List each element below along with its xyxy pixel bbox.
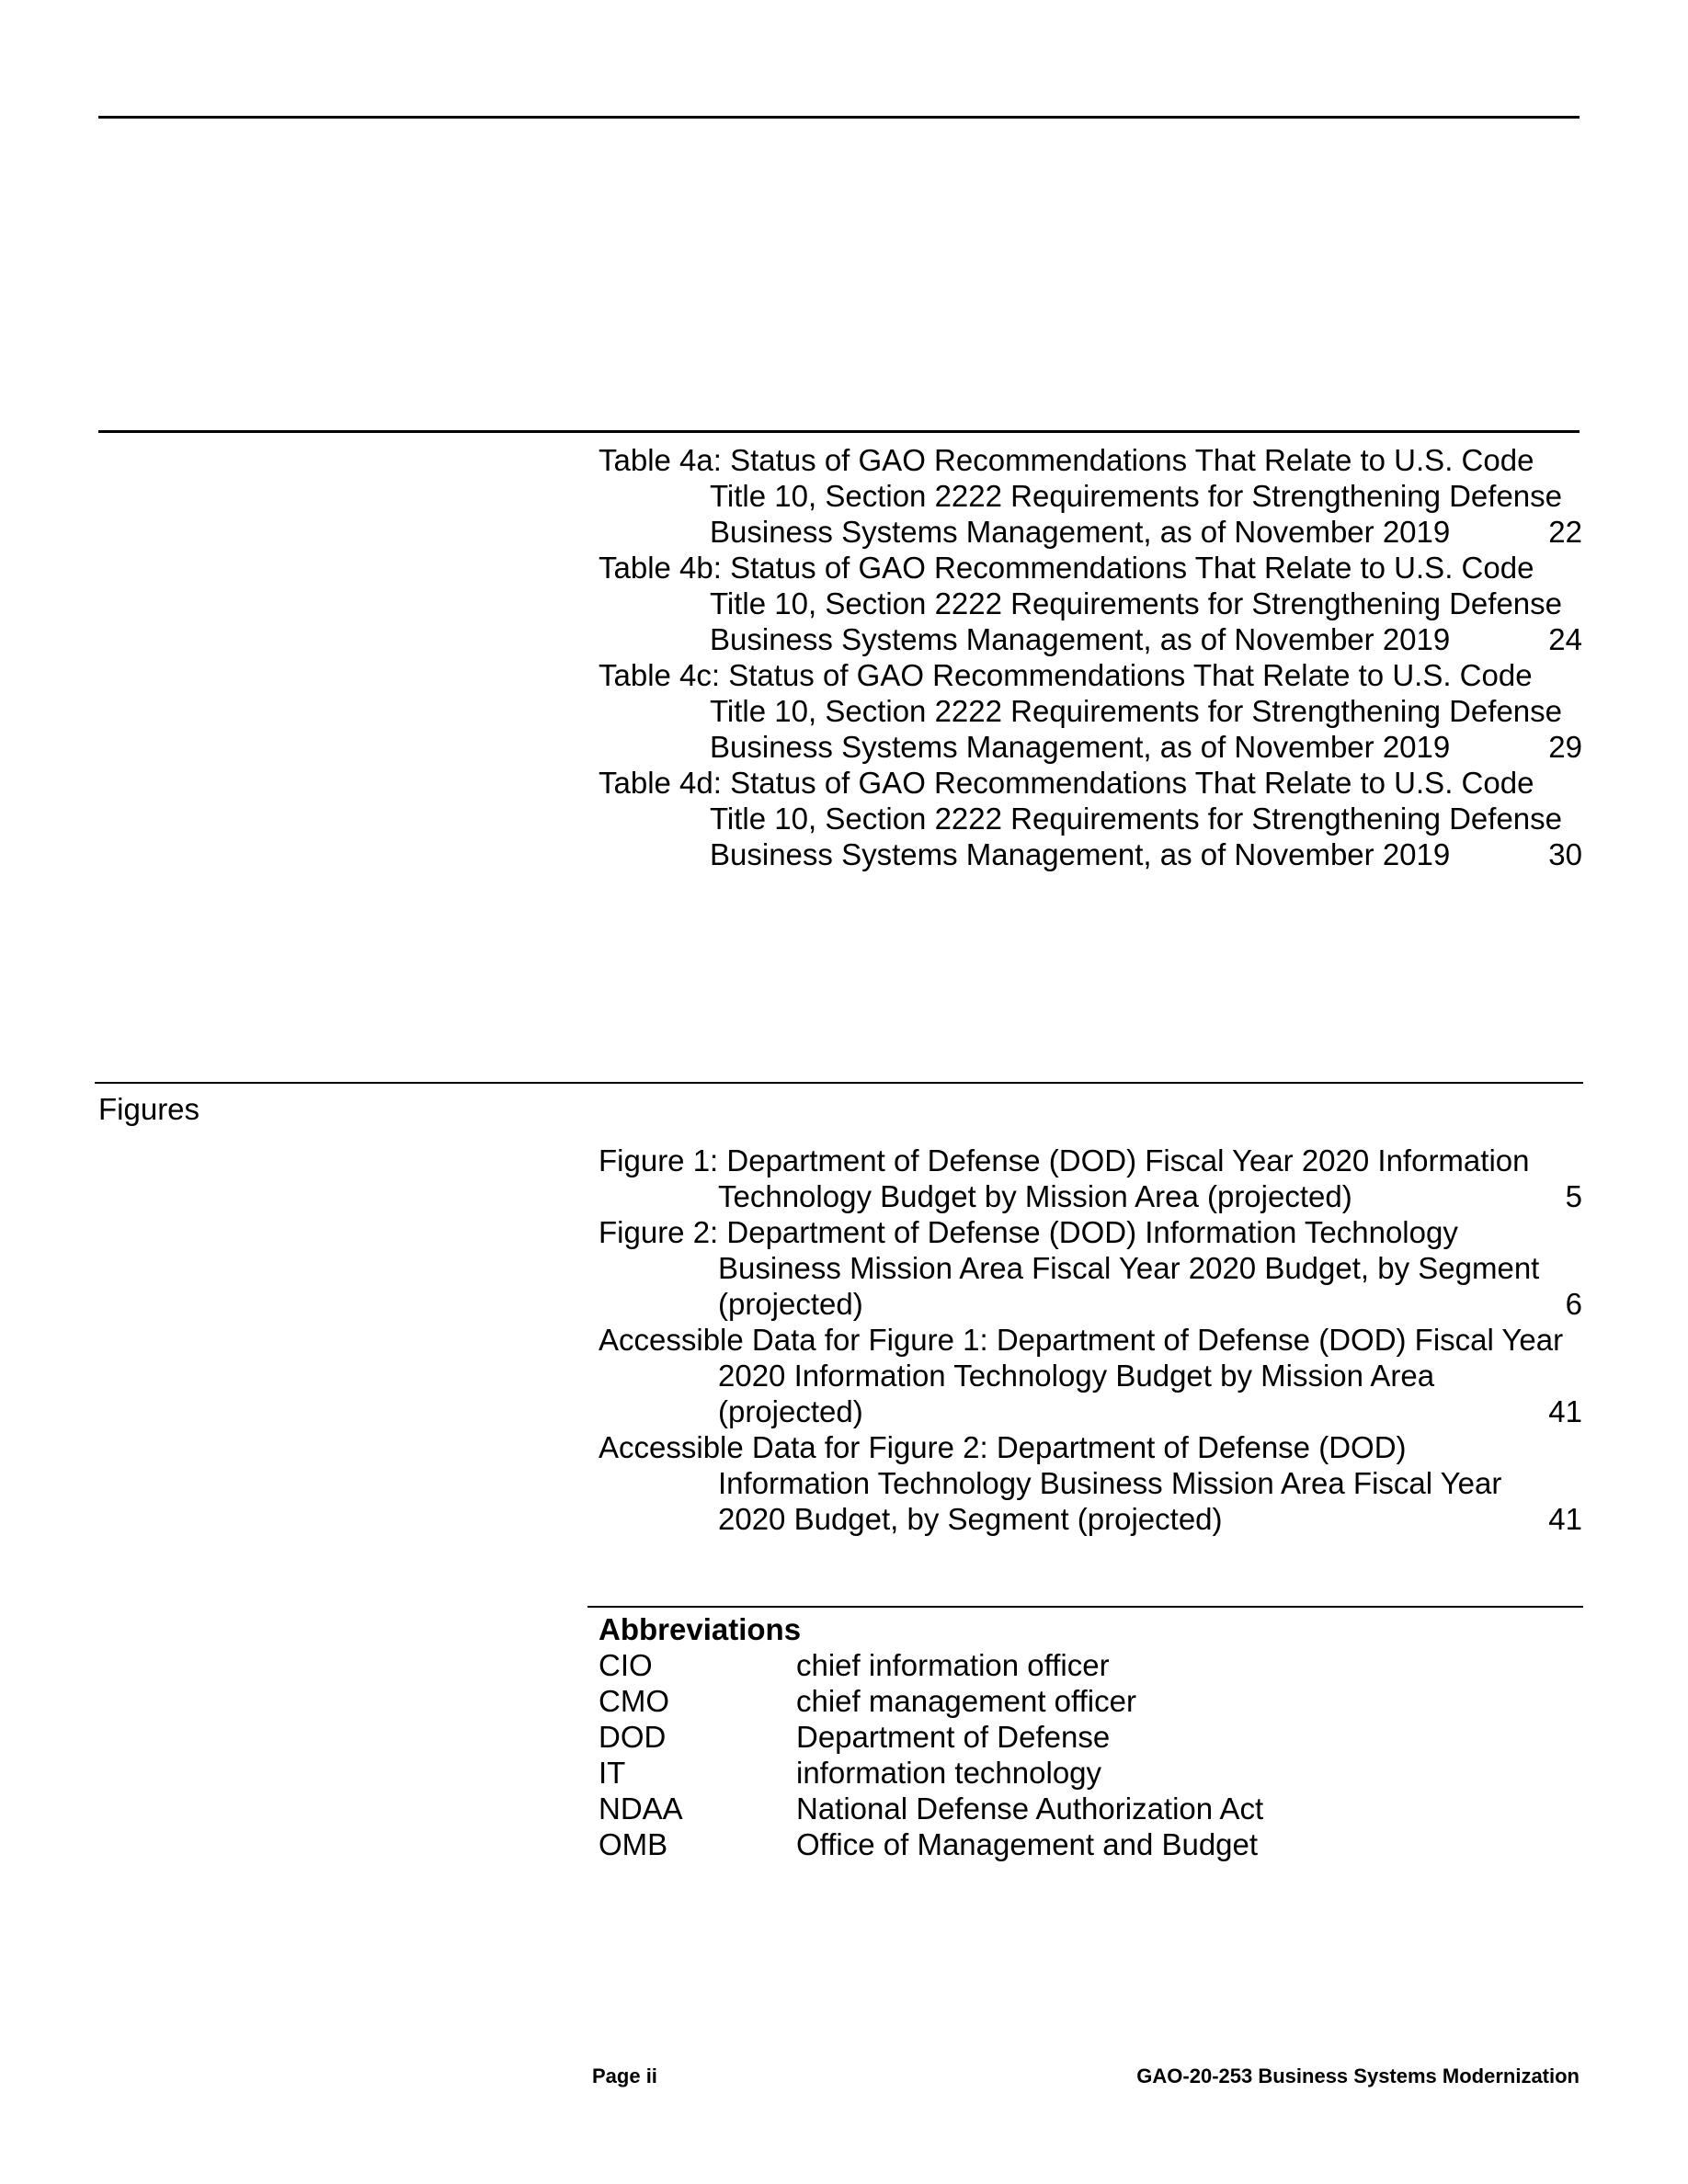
- footer-page-number: Page ii: [592, 2065, 657, 2087]
- abbreviation-definition: chief information officer: [796, 1648, 1110, 1682]
- toc-entry-table-4b[interactable]: [599, 550, 1582, 657]
- toc-entry-table-4c[interactable]: [599, 657, 1582, 765]
- abbreviation-term: DOD: [599, 1720, 667, 1754]
- figures-list: [599, 1143, 1582, 1537]
- abbreviation-definition: Department of Defense: [796, 1720, 1111, 1754]
- toc-entry-title: Figure 2: Department of Defense (DOD) Information Technology Business Mission Area Fiscal Year 2020 Budget, by Segment (projected): [599, 1215, 1540, 1321]
- toc-entry-page: 22: [1548, 515, 1582, 549]
- toc-entry-figure-2[interactable]: [599, 1214, 1582, 1322]
- abbreviation-row: [599, 1647, 1582, 1683]
- abbreviation-term: NDAA: [599, 1792, 683, 1826]
- abbreviation-definition: information technology: [796, 1756, 1102, 1790]
- toc-entry-page: 6: [1565, 1287, 1582, 1321]
- tables-rule: [98, 430, 1580, 433]
- abbreviation-row: [599, 1719, 1582, 1755]
- toc-entry-title: Accessible Data for Figure 2: Department of Defense (DOD) Information Technology Business Mission Area Fiscal Year 2020 Budget, by Segment (projected): [599, 1430, 1502, 1536]
- figures-rule: [95, 1082, 1583, 1084]
- abbreviation-term: IT: [599, 1756, 626, 1790]
- abbreviation-definition: Office of Management and Budget: [796, 1827, 1259, 1861]
- abbreviation-definition: National Defense Authorization Act: [796, 1792, 1264, 1826]
- toc-entry-page: 24: [1548, 622, 1582, 656]
- toc-entry-page: 29: [1548, 730, 1582, 764]
- abbreviation-term: OMB: [599, 1827, 668, 1861]
- toc-entry-table-4d[interactable]: [599, 765, 1582, 872]
- toc-entry-accessible-data-figure-1[interactable]: [599, 1322, 1582, 1429]
- toc-entry-page: 5: [1565, 1179, 1582, 1213]
- top-rule: [98, 116, 1580, 119]
- abbreviation-row: [599, 1683, 1582, 1719]
- toc-entry-accessible-data-figure-2[interactable]: [599, 1429, 1582, 1537]
- toc-entry-page: 30: [1548, 837, 1582, 871]
- toc-entry-title: Table 4a: Status of GAO Recommendations That Relate to U.S. Code Title 10, Section 2222 Requirements for Strengthening Defense Business Systems Management, as of November 2019: [599, 443, 1562, 549]
- abbreviation-row: [599, 1826, 1582, 1862]
- abbreviations-section: [599, 1611, 1582, 1862]
- toc-entry-figure-1[interactable]: [599, 1143, 1582, 1214]
- toc-entry-title: Figure 1: Department of Defense (DOD) Fiscal Year 2020 Information Technology Budget by Mission Area (projected): [599, 1143, 1530, 1213]
- toc-entry-page: 41: [1548, 1502, 1582, 1536]
- abbreviation-term: CIO: [599, 1648, 653, 1682]
- figures-section-label: Figures: [98, 1092, 200, 1126]
- abbreviation-definition: chief management officer: [796, 1684, 1136, 1718]
- abbreviation-row: [599, 1791, 1582, 1826]
- abbreviation-term: CMO: [599, 1684, 669, 1718]
- toc-entry-title: Table 4c: Status of GAO Recommendations That Relate to U.S. Code Title 10, Section 2222 Requirements for Strengthening Defense Business Systems Management, as of November 2019: [599, 658, 1562, 764]
- toc-entry-table-4a[interactable]: [599, 442, 1582, 550]
- tables-list: [599, 442, 1582, 872]
- abbreviation-row: [599, 1755, 1582, 1791]
- toc-entry-page: 41: [1548, 1394, 1582, 1428]
- abbreviations-rule: [587, 1606, 1583, 1608]
- abbreviations-heading: Abbreviations: [599, 1612, 802, 1646]
- toc-entry-title: Table 4d: Status of GAO Recommendations That Relate to U.S. Code Title 10, Section 2222 Requirements for Strengthening Defense Business Systems Management, as of November 2019: [599, 766, 1562, 871]
- toc-entry-title: Accessible Data for Figure 1: Department of Defense (DOD) Fiscal Year 2020 Information Technology Budget by Mission Area (projected): [599, 1323, 1564, 1428]
- toc-entry-title: Table 4b: Status of GAO Recommendations That Relate to U.S. Code Title 10, Section 2222 Requirements for Strengthening Defense Business Systems Management, as of November 2019: [599, 551, 1562, 656]
- footer-report-title: GAO-20-253 Business Systems Modernization: [1136, 2065, 1580, 2087]
